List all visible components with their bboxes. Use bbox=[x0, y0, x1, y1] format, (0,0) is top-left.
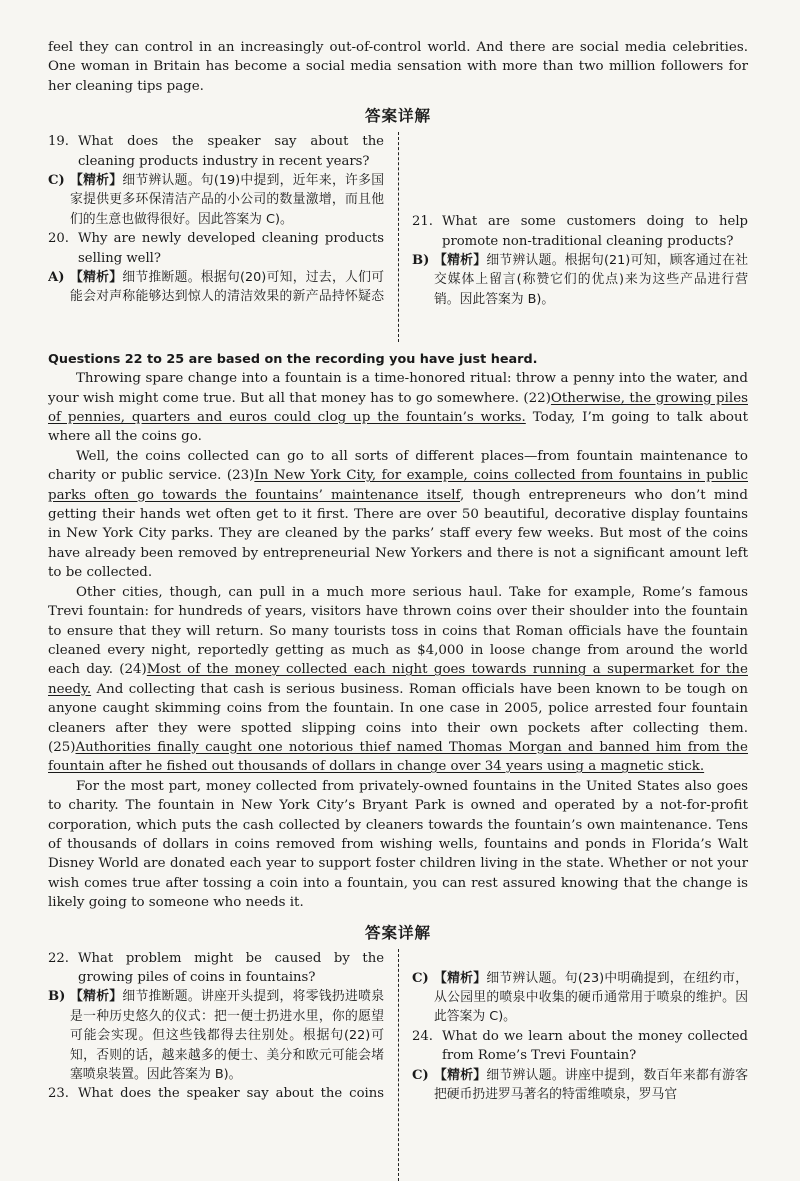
question-22: 22. What problem might be caused by the growing piles of coins in fountains? bbox=[48, 950, 384, 985]
passage-paragraph-4: For the most part, money collected from privately-owned fountains in the United States also goes to charity. The fountain in New York City’s Bryant Park is owned and operated by a not-for-profit corporation, which puts the cash collected by cleaners towards the fountain’s own maintenance. Tens of thousands of dollars in coins removed from wishing wells, fountains and ponds in Florida’s Walt Disney World are donated each year to support foster children living in the state. Whether or not your wish comes true after tossing a coin into a fountain, you can rest assured knowing that the change is likely going to someone who needs it. bbox=[48, 778, 748, 911]
questions-intro: Questions 22 to 25 are based on the recording you have just heard. bbox=[48, 352, 538, 368]
answer-19: C) 【精析】细节辨认题。句(19)中提到，近年来，许多国家提供更多环保清洁产品的小公司的数量激增，而且他们的生意也做得很好。因此答案为 C)。 bbox=[48, 173, 384, 227]
passage-paragraph-3: Other cities, though, can pull in a much more serious haul. Take for example, Rome’s famous Trevi fountain: for hundreds of years, visitors have thrown coins over their shoulder into the fountain to ensure that they will return. So many tourists toss in coins that Roman officials have the fountain cleaned every night, reportedly getting as much as $4,000 in loose change from around the world each day. (24)Most of the money collected each night goes towards running a supermarket for the needy. And collecting that cash is serious business. Roman officials have been known to be tough on anyone caught skimming coins from the fountain. In one case in 2005, police arrested four fountain cleaners after they were spotted slipping coins into their own pockets after collecting them. (25)Authorities finally caught one notorious thief named Thomas Morgan and banned him from the fountain after he fished out thousands of dollars in change over 34 years using a magnetic stick. bbox=[48, 584, 748, 775]
passage-paragraph-2: Well, the coins collected can go to all sorts of different places—from fountain maintenance to charity or public service. (23)In New York City, for example, coins collected from fountains in public parks often go towards the fountains’ maintenance itself, though entrepreneurs who don’t mind getting their hands wet often get to it first. There are over 50 beautiful, decorative display fountains in New York City parks. They are cleaned by the parks’ staff every few weeks. But most of the coins have already been removed by entrepreneurial New Yorkers and there is not a significant amount left to be collected. bbox=[48, 448, 749, 581]
answer-heading-1: 答案详解 bbox=[364, 107, 431, 126]
answer-21: B) 【精析】细节辨认题。根据句(21)可知，顾客通过在社交媒体上留言(称赞它们的优点)来为这些产品进行营销。因此答案为 B)。 bbox=[412, 253, 748, 307]
underlined-sentence-23: In New York City, for example, coins collected from fountains in public parks often go towards the fountains’ maintenance itself bbox=[48, 468, 749, 503]
question-20: 20. Why are newly developed cleaning products selling well? bbox=[48, 231, 384, 266]
passage-paragraph-1: Throwing spare change into a fountain is a time-honored ritual: throw a penny into the water, and your wish might come true. But all that money has to go somewhere. (22)Otherwise, the growing piles of pennies, quarters and euros could clog up the fountain’s works. Today, I’m going to talk about where all the coins go. bbox=[48, 371, 748, 445]
underlined-sentence-25: Authorities finally caught one notorious thief named Thomas Morgan and banned him from the fountain after he fished out thousands of dollars in change over 34 years using a magnetic stick. bbox=[48, 739, 748, 775]
question-21: 21. What are some customers doing to help promote non-traditional cleaning products? bbox=[412, 214, 748, 249]
question-23: 23. What does the speaker say about the coins bbox=[48, 1086, 384, 1102]
page bbox=[48, 38, 748, 1181]
top-paragraph: feel they can control in an increasingly out-of-control world. And there are social media celebrities. One woman in Britain has become a social media sensation with more than two million followers for her cleaning tips page. bbox=[48, 40, 748, 94]
answer-block-1-right bbox=[398, 132, 748, 342]
underlined-sentence-22: Otherwise, the growing piles of pennies, quarters and euros could clog up the fountain’s works. bbox=[48, 390, 748, 426]
answer-20: A) 【精析】细节推断题。根据句(20)可知，过去，人们可能会对声称能够达到惊人的清洁效果的新产品持怀疑态 bbox=[48, 270, 384, 305]
answer-block-2-right bbox=[398, 949, 748, 1181]
answer-block-1-left bbox=[48, 132, 398, 342]
column-divider bbox=[398, 132, 399, 342]
answer-24: C) 【精析】细节辨认题。讲座中提到，数百年来都有游客把硬币扔进罗马著名的特雷维喷泉，罗马官 bbox=[412, 1067, 749, 1103]
answer-block-2 bbox=[48, 949, 748, 1181]
answer-block-2-left bbox=[48, 949, 398, 1181]
question-19: 19. What does the speaker say about the cleaning products industry in recent years? bbox=[48, 134, 384, 169]
underlined-sentence-24: Most of the money collected each night goes towards running a supermarket for the needy. bbox=[48, 662, 748, 697]
answer-23: C) 【精析】细节辨认题。句(23)中明确提到，在纽约市，从公园里的喷泉中收集的硬币通常用于喷泉的维护。因此答案为 C)。 bbox=[412, 970, 748, 1025]
column-divider-2 bbox=[398, 949, 399, 1181]
question-24: 24. What do we learn about the money collected from Rome’s Trevi Fountain? bbox=[412, 1028, 748, 1064]
answer-heading-2: 答案详解 bbox=[364, 923, 431, 942]
answer-22: B) 【精析】细节推断题。讲座开头提到，将零钱扔进喷泉是一种历史悠久的仪式：把一便士扔进水里，你的愿望可能会实现。但这些钱都得去往别处。根据句(22)可知，否则的话，越来越多的便士、美分和欧元可能会堵塞喷泉装置。因此答案为 B)。 bbox=[48, 989, 385, 1083]
answer-block-1 bbox=[48, 132, 748, 342]
